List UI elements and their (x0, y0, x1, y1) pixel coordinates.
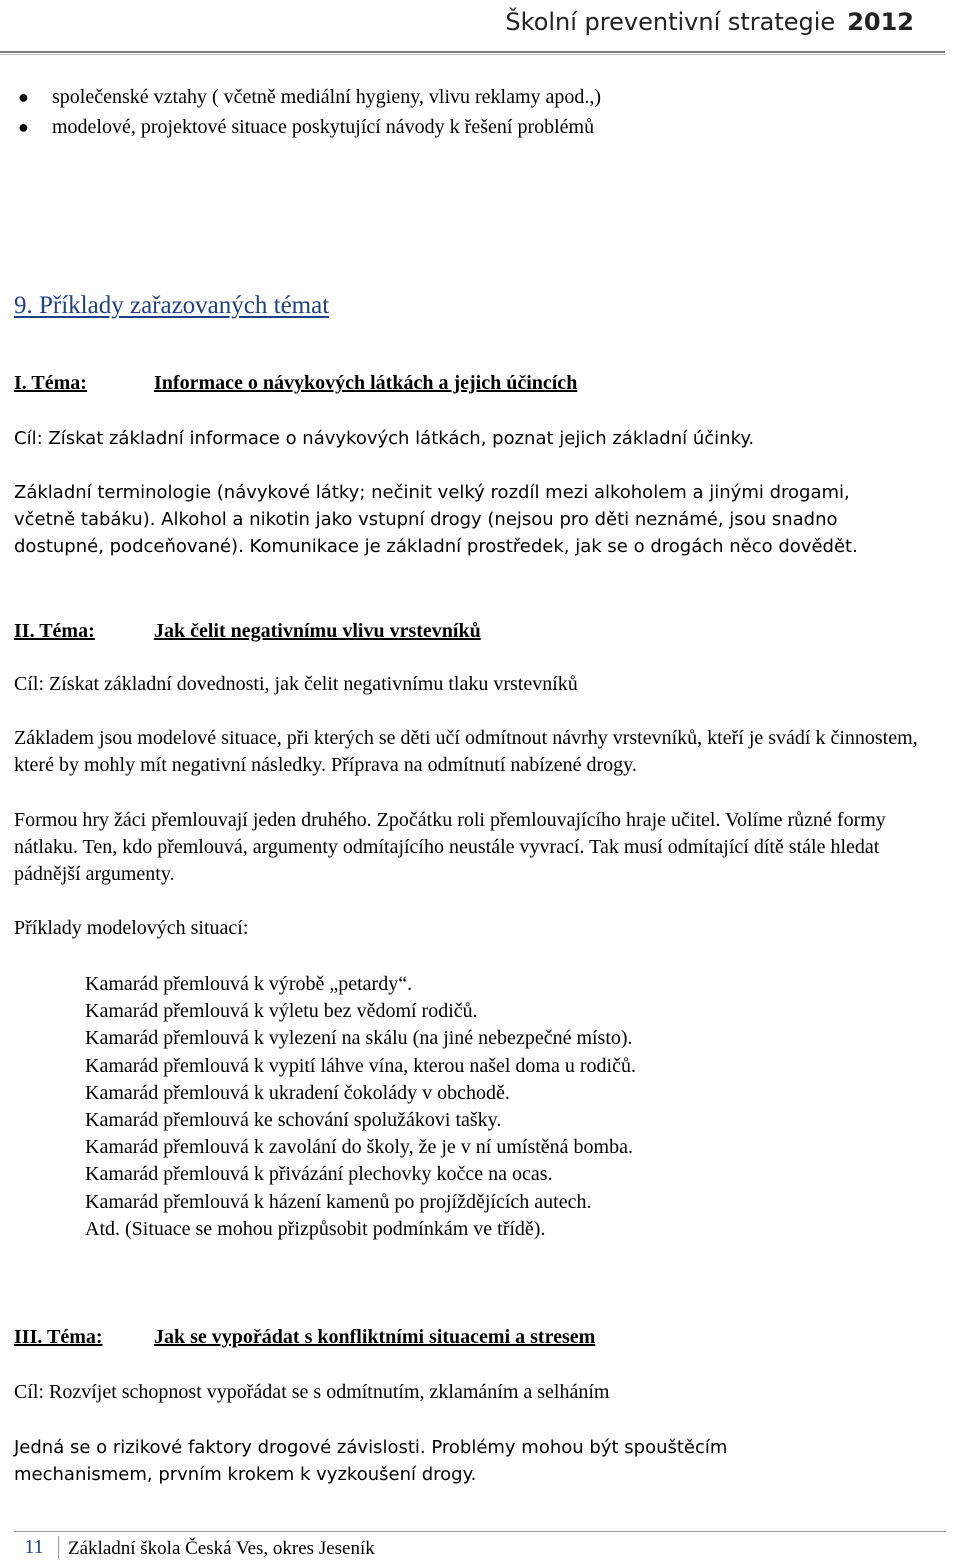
topic-3-goal: Cíl: Rozvíjet schopnost vypořádat se s odmítnutím, zklamáním a selháním (14, 1381, 610, 1403)
section-heading: 9. Příklady zařazovaných témat (14, 292, 330, 319)
topic-1-body: Základní terminologie (návykové látky; nečinit velký rozdíl mezi alkoholem a jinými drogami, včetně tabáku). Alkohol a nikotin jako vstupní drogy (nejsou pro děti neznámé, jsou snadno dostupné, podceňované). Komunikace je základní prostředek, jak se o drogách něco dovědět. (14, 482, 858, 557)
bullet-list (18, 82, 601, 142)
list-item: Kamarád přemlouvá k přivázání plechovky kočce na ocas. (85, 1163, 553, 1186)
examples-list (85, 971, 636, 1243)
footer-school-name: Základní škola Česká Ves, okres Jeseník (68, 1538, 375, 1559)
bullet-icon: ● (18, 117, 29, 137)
list-item: Kamarád přemlouvá ke schování spolužákovi tašky. (85, 1109, 502, 1132)
header-title (505, 8, 914, 36)
list-item: Kamarád přemlouvá k zavolání do školy, že je v ní umístěná bomba. (85, 1136, 633, 1159)
list-item: Kamarád přemlouvá k výletu bez vědomí rodičů. (85, 1000, 478, 1023)
topic-2-body-2: Formou hry žáci přemlouvají jeden druhého. Zpočátku roli přemlouvajícího hraje učitel. Volíme různé formy nátlaku. Ten, kdo přemlouvá, argumenty odmítajícího neustále vyvrací. Tak musí odmítající dítě stále hledat pádnější argumenty. (14, 809, 886, 885)
topic-number: I. Téma: (14, 372, 87, 394)
topic-number: II. Téma: (14, 620, 95, 642)
topic-name: Informace o návykových látkách a jejich účincích (154, 372, 578, 394)
topic-2-title (14, 620, 481, 643)
list-item: Kamarád přemlouvá k výrobě „petardy“. (85, 973, 413, 995)
bullet-icon: ● (18, 87, 29, 107)
topic-number: III. Téma: (14, 1326, 103, 1348)
list-item: Kamarád přemlouvá k ukradení čokolády v obchodě. (85, 1081, 510, 1104)
list-item: Atd. (Situace se mohou přizpůsobit podmínkám ve třídě). (85, 1217, 546, 1240)
list-item: ● společenské vztahy ( včetně mediální hygieny, vlivu reklamy apod.,) (18, 82, 601, 112)
header-divider (0, 51, 945, 53)
page-header (0, 0, 960, 52)
list-item: ● modelové, projektové situace poskytující návody k řešení problémů (18, 112, 601, 142)
document-title: Školní preventivní strategie (505, 8, 836, 36)
list-item: Kamarád přemlouvá k vylezení na skálu (na jiné nebezpečné místo). (85, 1027, 633, 1050)
list-item: Kamarád přemlouvá k vypití láhve vína, kterou našel doma u rodičů. (85, 1054, 636, 1077)
list-item: Kamarád přemlouvá k házení kamenů po projíždějících autech. (85, 1190, 592, 1213)
page-number: 11 (14, 1536, 59, 1559)
examples-title: Příklady modelových situací: (14, 917, 249, 939)
topic-1-goal: Cíl: Získat základní informace o návykových látkách, poznat jejich základní účinky. (14, 428, 755, 449)
topic-2-body-1: Základem jsou modelové situace, při kterých se děti učí odmítnout návrhy vrstevníků, kteří je svádí k činnostem, které by mohly mít negativní následky. Příprava na odmítnutí nabízené drogy. (14, 727, 918, 776)
footer-divider (14, 1531, 946, 1532)
header-divider-thin (0, 54, 945, 55)
topic-3-body: Jedná se o rizikové faktory drogové závislosti. Problémy mohou být spouštěcím mechanismem, prvním krokem k vyzkoušení drogy. (14, 1437, 728, 1485)
document-year: 2012 (847, 8, 914, 36)
topic-name: Jak čelit negativnímu vlivu vrstevníků (154, 620, 481, 642)
topic-2-goal: Cíl: Získat základní dovednosti, jak čelit negativnímu tlaku vrstevníků (14, 673, 578, 695)
topic-3-title (14, 1326, 595, 1349)
topic-1-title (14, 372, 577, 395)
topic-name: Jak se vypořádat s konfliktními situacemi a stresem (154, 1326, 596, 1348)
